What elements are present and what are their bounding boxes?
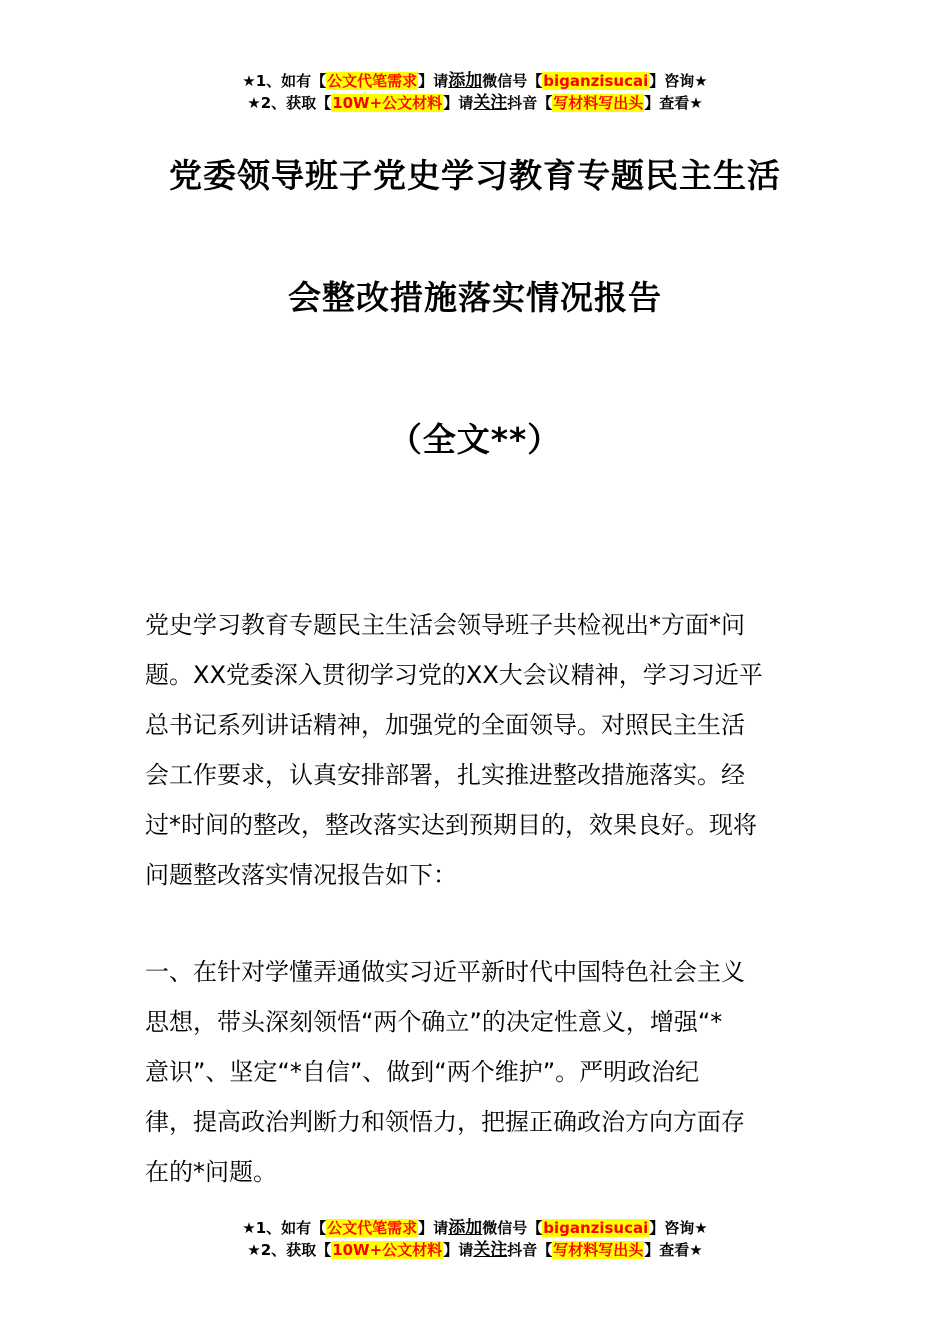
paragraph-section-1 bbox=[145, 947, 810, 1197]
promo-text: ★1、如有【 bbox=[242, 1219, 327, 1237]
promo-text: 】查看★ bbox=[644, 94, 703, 112]
promo-underlined: 关注 bbox=[473, 1240, 508, 1260]
text-line: 在的*问题。 bbox=[145, 1158, 277, 1186]
promo-line-2 bbox=[0, 92, 950, 114]
promo-highlight: 10W+公文材料 bbox=[332, 94, 443, 112]
promo-text: 】咨询★ bbox=[649, 72, 708, 90]
text-line: 会工作要求，认真安排部署，扎实推进整改措施落实。经 bbox=[145, 761, 745, 789]
promo-text: 】查看★ bbox=[644, 1241, 703, 1259]
promo-text: ★1、如有【 bbox=[242, 72, 327, 90]
text-line: 总书记系列讲话精神，加强党的全面领导。对照民主生活 bbox=[145, 711, 745, 739]
promo-wechat-id: biganzisucai bbox=[543, 72, 649, 90]
promo-text: 】请 bbox=[418, 72, 449, 90]
document-title-line-2: 会整改措施落实情况报告 bbox=[288, 278, 662, 317]
promo-douyin-id: 写材料写出头 bbox=[553, 94, 644, 112]
promo-text: 微信号【 bbox=[482, 72, 543, 90]
text-line: 思想，带头深刻领悟“两个确立”的决定性意义，增强“* bbox=[145, 1008, 723, 1036]
document-title-line-1: 党委领导班子党史学习教育专题民主生活 bbox=[169, 156, 781, 195]
promo-line-1 bbox=[0, 1217, 950, 1239]
promo-header bbox=[0, 70, 950, 114]
promo-text: 微信号【 bbox=[482, 1219, 543, 1237]
paragraph-intro bbox=[145, 600, 810, 900]
promo-text: 】请 bbox=[443, 94, 474, 112]
promo-text: 抖音【 bbox=[507, 1241, 553, 1259]
promo-highlight: 10W+公文材料 bbox=[332, 1241, 443, 1259]
text-line: 题。XX党委深入贯彻学习党的XX大会议精神，学习习近平 bbox=[145, 661, 763, 689]
promo-text: ★2、获取【 bbox=[247, 1241, 332, 1259]
promo-douyin-id: 写材料写出头 bbox=[553, 1241, 644, 1259]
promo-highlight: 公文代笔需求 bbox=[327, 72, 418, 90]
promo-text: 】请 bbox=[418, 1219, 449, 1237]
promo-underlined: 添加 bbox=[448, 1218, 483, 1238]
document-subtitle: （全文**） bbox=[388, 420, 562, 459]
promo-footer bbox=[0, 1217, 950, 1261]
text-line: 党史学习教育专题民主生活会领导班子共检视出*方面*问 bbox=[145, 611, 745, 639]
promo-line-2 bbox=[0, 1239, 950, 1261]
text-line: 问题整改落实情况报告如下： bbox=[145, 861, 457, 889]
promo-highlight: 公文代笔需求 bbox=[327, 1219, 418, 1237]
promo-text: 抖音【 bbox=[507, 94, 553, 112]
promo-wechat-id: biganzisucai bbox=[543, 1219, 649, 1237]
promo-underlined: 添加 bbox=[448, 71, 483, 91]
promo-text: ★2、获取【 bbox=[247, 94, 332, 112]
text-line: 一、在针对学懂弄通做实习近平新时代中国特色社会主义 bbox=[145, 958, 745, 986]
promo-line-1 bbox=[0, 70, 950, 92]
promo-text: 】请 bbox=[443, 1241, 474, 1259]
promo-text: 】咨询★ bbox=[649, 1219, 708, 1237]
promo-underlined: 关注 bbox=[473, 93, 508, 113]
text-line: 律，提高政治判断力和领悟力，把握正确政治方向方面存 bbox=[145, 1108, 745, 1136]
text-line: 意识”、坚定“*自信”、做到“两个维护”。严明政治纪 bbox=[145, 1058, 700, 1086]
text-line: 过*时间的整改，整改落实达到预期目的，效果良好。现将 bbox=[145, 811, 757, 839]
